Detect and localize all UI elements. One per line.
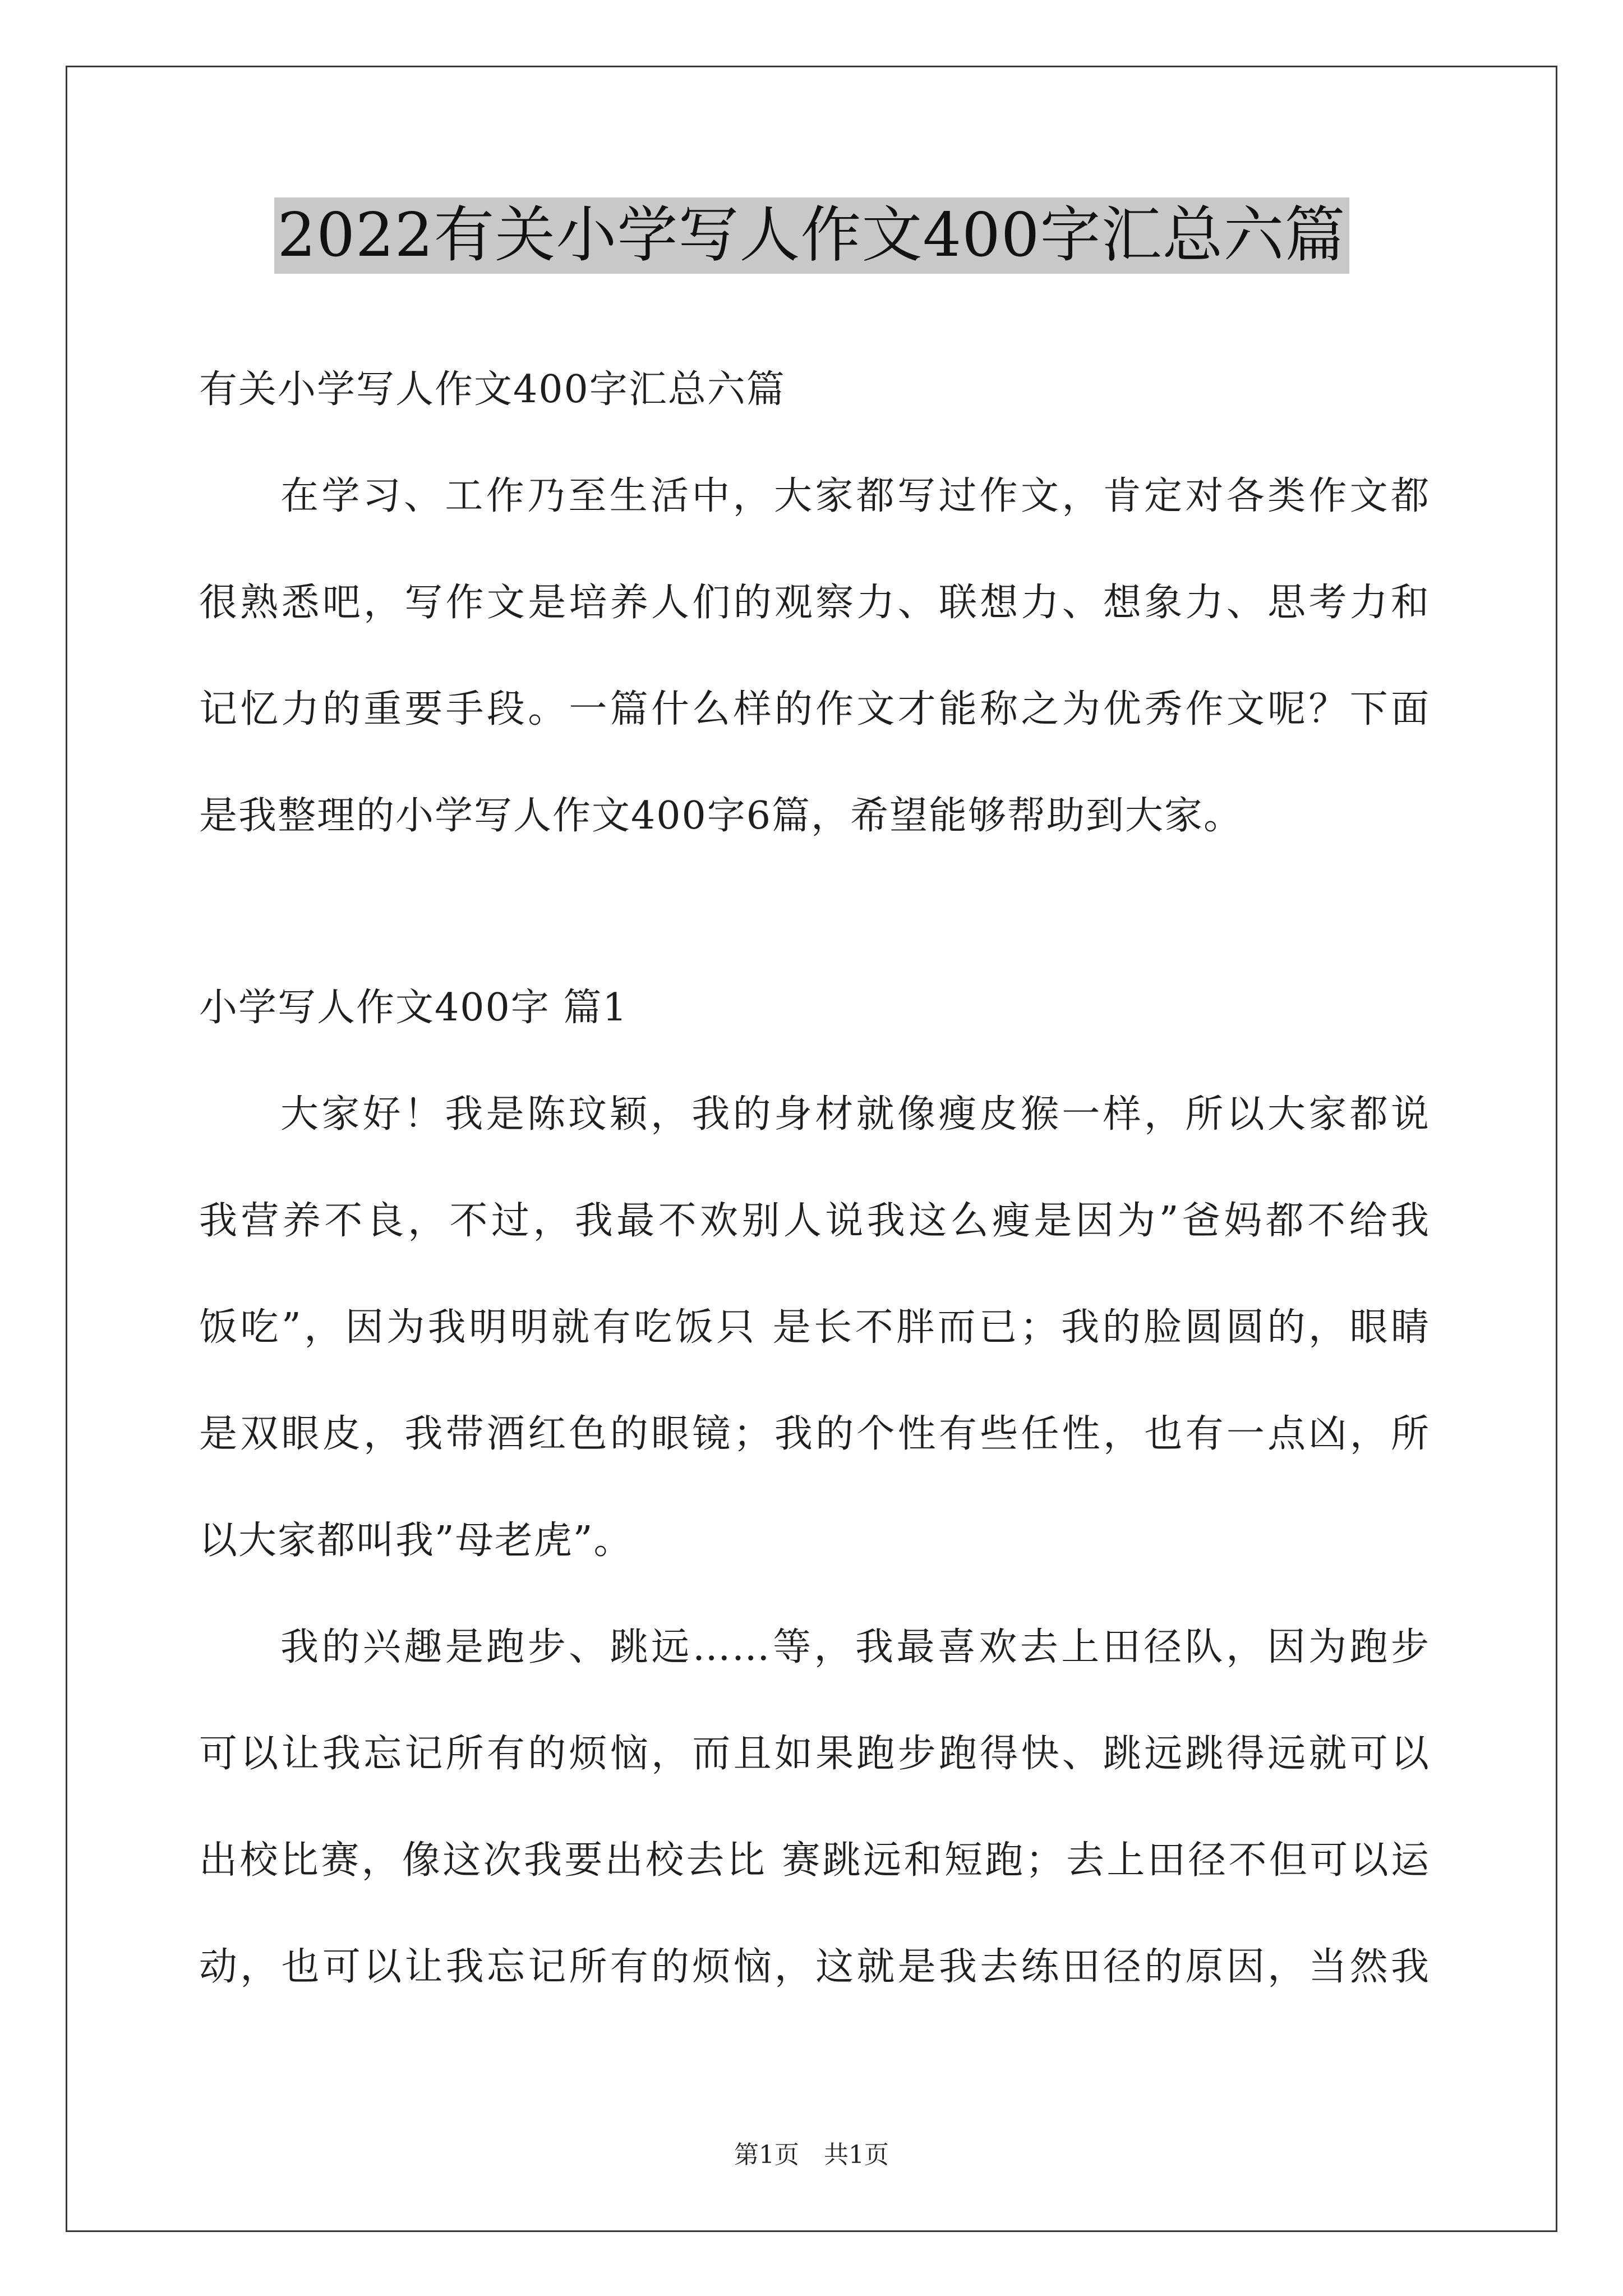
intro-line: 很熟悉吧，写作文是培养人们的观察力、联想力、想象力、思考力和 <box>199 581 1430 625</box>
document-subtitle: 有关小学写人作文400字汇总六篇 <box>199 367 786 412</box>
page-footer: 第1页 共1页 <box>734 2141 889 2169</box>
intro-line: 是我整理的小学写人作文400字6篇，希望能够帮助到大家。 <box>199 794 1243 838</box>
title-container <box>0 197 1623 274</box>
paragraph-line: 我的兴趣是跑步、跳远……等，我最喜欢去上田径队，因为跑步 <box>280 1625 1430 1669</box>
paragraph-line: 我营养不良，不过，我最不欢别人说我这么瘦是因为”爸妈都不给我 <box>199 1199 1430 1243</box>
paragraph-line: 出校比赛，像这次我要出校去比 赛跳远和短跑；去上田径不但可以运 <box>199 1838 1430 1883</box>
document-title: 2022有关小学写人作文400字汇总六篇 <box>274 197 1349 274</box>
intro-line: 记忆力的重要手段。一篇什么样的作文才能称之为优秀作文呢？下面 <box>199 687 1430 731</box>
section-heading: 小学写人作文400字 篇1 <box>199 986 628 1030</box>
paragraph-line: 大家好！我是陈玟颖，我的身材就像瘦皮猴一样，所以大家都说 <box>280 1092 1430 1137</box>
paragraph-line: 动，也可以让我忘记所有的烦恼，这就是我去练田径的原因，当然我 <box>199 1945 1430 1989</box>
paragraph-line: 以大家都叫我”母老虎”。 <box>199 1519 633 1563</box>
paragraph-line: 是双眼皮，我带酒红色的眼镜；我的个性有些任性，也有一点凶，所 <box>199 1412 1430 1456</box>
paragraph-line: 可以让我忘记所有的烦恼，而且如果跑步跑得快、跳远跳得远就可以 <box>199 1732 1430 1776</box>
document-body <box>199 337 1430 2021</box>
section-gap <box>199 869 1430 955</box>
intro-line: 在学习、工作乃至生活中，大家都写过作文，肯定对各类作文都 <box>280 474 1430 518</box>
paragraph-line: 饭吃”，因为我明明就有吃饭只 是长不胖而已；我的脸圆圆的，眼睛 <box>199 1305 1430 1350</box>
